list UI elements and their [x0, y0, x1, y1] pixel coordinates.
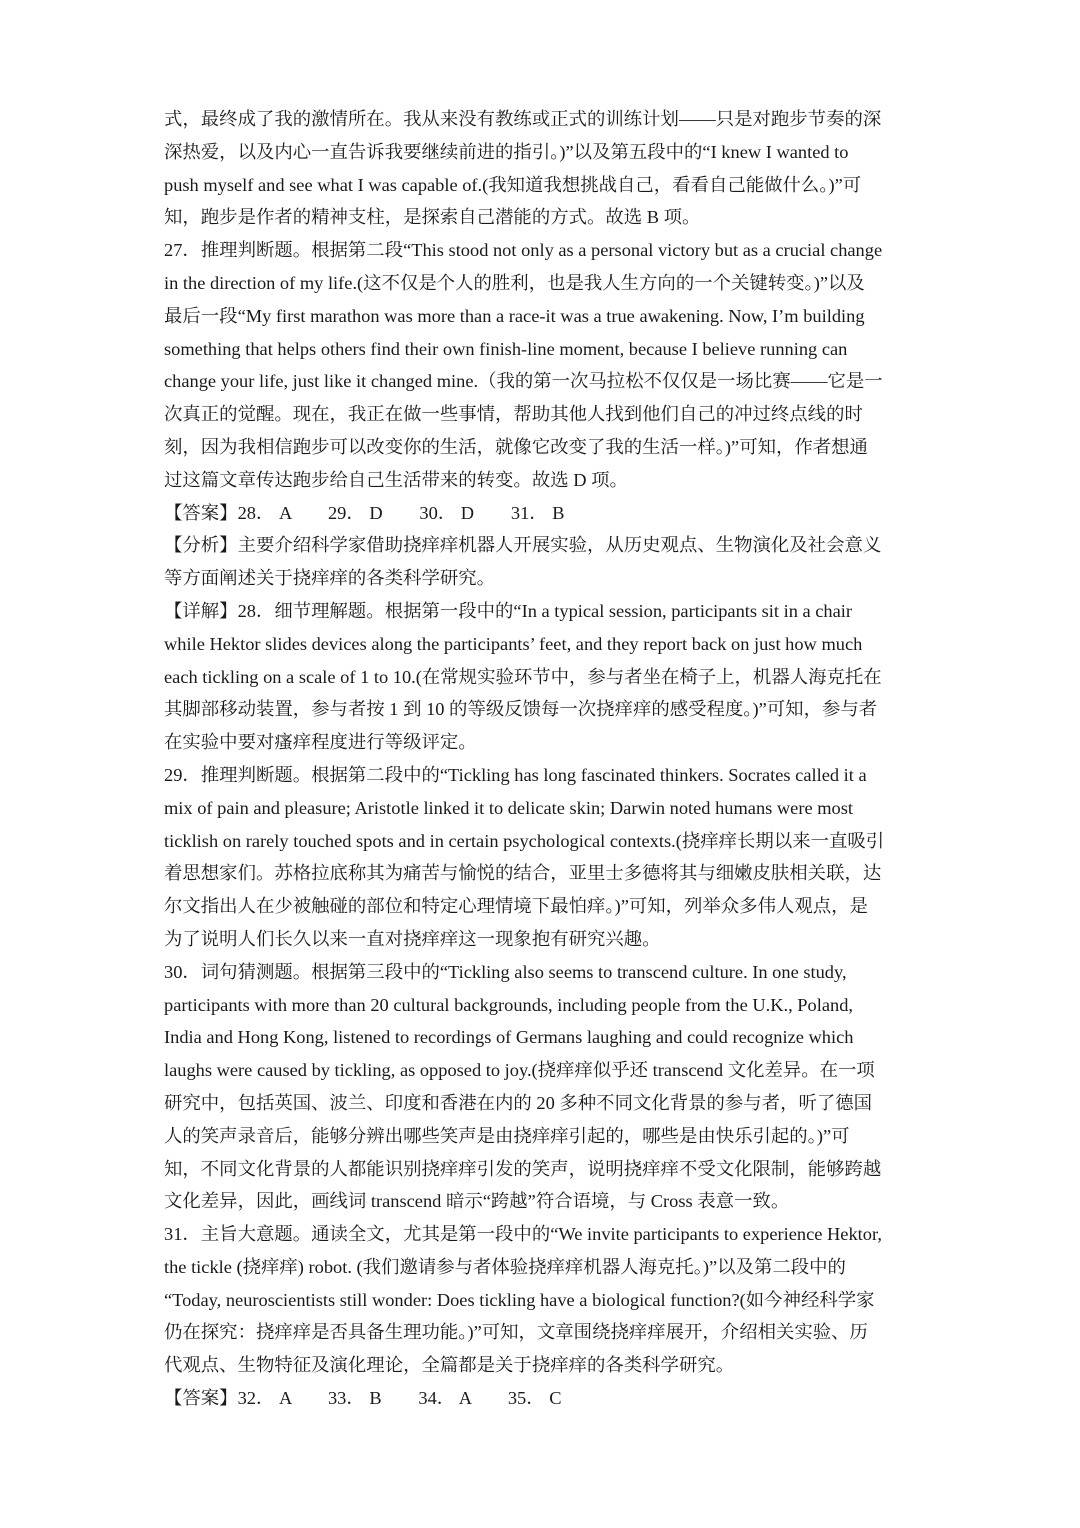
text-line: 仍在探究：挠痒痒是否具备生理功能。)”可知，文章围绕挠痒痒展开，介绍相关实验、历: [164, 1322, 868, 1343]
text-line: 为了说明人们长久以来一直对挠痒痒这一现象抱有研究兴趣。: [164, 928, 661, 949]
text-line: the tickle (挠痒痒) robot. (我们邀请参与者体验挠痒痒机器人海克托。)”以及第二段中的: [164, 1256, 846, 1277]
analysis-line: 【分析】主要介绍科学家借助挠痒痒机器人开展实验，从历史观点、生物演化及社会意义: [164, 535, 882, 556]
text-line: 过这篇文章传达跑步给自己生活带来的转变。故选 D 项。: [164, 469, 628, 490]
document-body: [164, 103, 924, 1415]
text-line: 刻，因为我相信跑步可以改变你的生活，就像它改变了我的生活一样。)”可知，作者想通: [164, 436, 868, 457]
text-line: each tickling on a scale of 1 to 10.(在常规实验环节中，参与者坐在椅子上，机器人海克托在: [164, 666, 882, 687]
text-line: mix of pain and pleasure; Aristotle linked it to delicate skin; Darwin noted humans were most: [164, 797, 853, 818]
text-line: “Today, neuroscientists still wonder: Does tickling have a biological function?(如今神经科学家: [164, 1289, 875, 1310]
answer-key-line: 【答案】32． A 33． B 34． A 35． C: [164, 1388, 562, 1409]
text-line: ticklish on rarely touched spots and in certain psychological contexts.(挠痒痒长期以来一直吸引: [164, 830, 885, 851]
explanation-line: 【详解】28．细节理解题。根据第一段中的“In a typical session, participants sit in a chair: [164, 600, 853, 621]
text-line: India and Hong Kong, listened to recordings of Germans laughing and could recognize which: [164, 1027, 854, 1048]
text-line: change your life, just like it changed mine.（我的第一次马拉松不仅仅是一场比赛——它是一: [164, 371, 883, 392]
text-line: 文化差异，因此，画线词 transcend 暗示“跨越”符合语境，与 Cross 表意一致。: [164, 1191, 790, 1212]
text-line: 其脚部移动装置，参与者按 1 到 10 的等级反馈每一次挠痒痒的感受程度。)”可知，参与者: [164, 699, 878, 720]
text-line: 代观点、生物特征及演化理论，全篇都是关于挠痒痒的各类科学研究。: [164, 1355, 735, 1376]
text-line: 次真正的觉醒。现在，我正在做一些事情，帮助其他人找到他们自己的冲过终点线的时: [164, 404, 863, 425]
text-line: push myself and see what I was capable of.(我知道我想挑战自己，看看自己能做什么。)”可: [164, 174, 862, 195]
answer-key-line: 【答案】28． A 29． D 30． D 31． B: [164, 502, 565, 523]
text-line: laughs were caused by tickling, as opposed to joy.(挠痒痒似乎还 transcend 文化差异。在一项: [164, 1060, 875, 1081]
text-line: 知，跑步是作者的精神支柱，是探索自己潜能的方式。故选 B 项。: [164, 207, 701, 228]
question-30-line: 30．词句猜测题。根据第三段中的“Tickling also seems to transcend culture. In one study,: [164, 961, 847, 982]
text-line: 人的笑声录音后，能够分辨出哪些笑声是由挠痒痒引起的，哪些是由快乐引起的。)”可: [164, 1125, 850, 1146]
text-line: 深热爱，以及内心一直告诉我要继续前进的指引。)”以及第五段中的“I knew I wanted to: [164, 141, 849, 162]
text-line: 式，最终成了我的激情所在。我从来没有教练或正式的训练计划——只是对跑步节奏的深: [164, 109, 882, 129]
question-27-line: 27．推理判断题。根据第二段“This stood not only as a personal victory but as a crucial change: [164, 240, 883, 261]
text-line: 最后一段“My first marathon was more than a race-it was a true awakening. Now, I’m building: [164, 305, 865, 326]
text-line: 知，不同文化背景的人都能识别挠痒痒引发的笑声，说明挠痒痒不受文化限制，能够跨越: [164, 1158, 882, 1179]
text-line: 在实验中要对瘙痒程度进行等级评定。: [164, 732, 477, 753]
text-line: participants with more than 20 cultural backgrounds, including people from the U.K., Poland,: [164, 994, 853, 1015]
text-line: 研究中，包括英国、波兰、印度和香港在内的 20 多种不同文化背景的参与者，听了德国: [164, 1092, 873, 1113]
text-line: something that helps others find their own finish-line moment, because I believe running can: [164, 338, 848, 359]
text-line: in the direction of my life.(这不仅是个人的胜利，也是我人生方向的一个关键转变。)”以及: [164, 272, 865, 293]
text-line: 尔文指出人在少被触碰的部位和特定心理情境下最怕痒。)”可知，列举众多伟人观点，是: [164, 896, 868, 917]
question-31-line: 31．主旨大意题。通读全文，尤其是第一段中的“We invite participants to experience Hektor,: [164, 1224, 882, 1245]
question-29-line: 29．推理判断题。根据第二段中的“Tickling has long fascinated thinkers. Socrates called it a: [164, 764, 867, 785]
text-line: 着思想家们。苏格拉底称其为痛苦与愉悦的结合，亚里士多德将其与细嫩皮肤相关联，达: [164, 863, 882, 884]
text-line: while Hektor slides devices along the participants’ feet, and they report back on just how much: [164, 633, 863, 654]
text-line: 等方面阐述关于挠痒痒的各类科学研究。: [164, 568, 496, 589]
